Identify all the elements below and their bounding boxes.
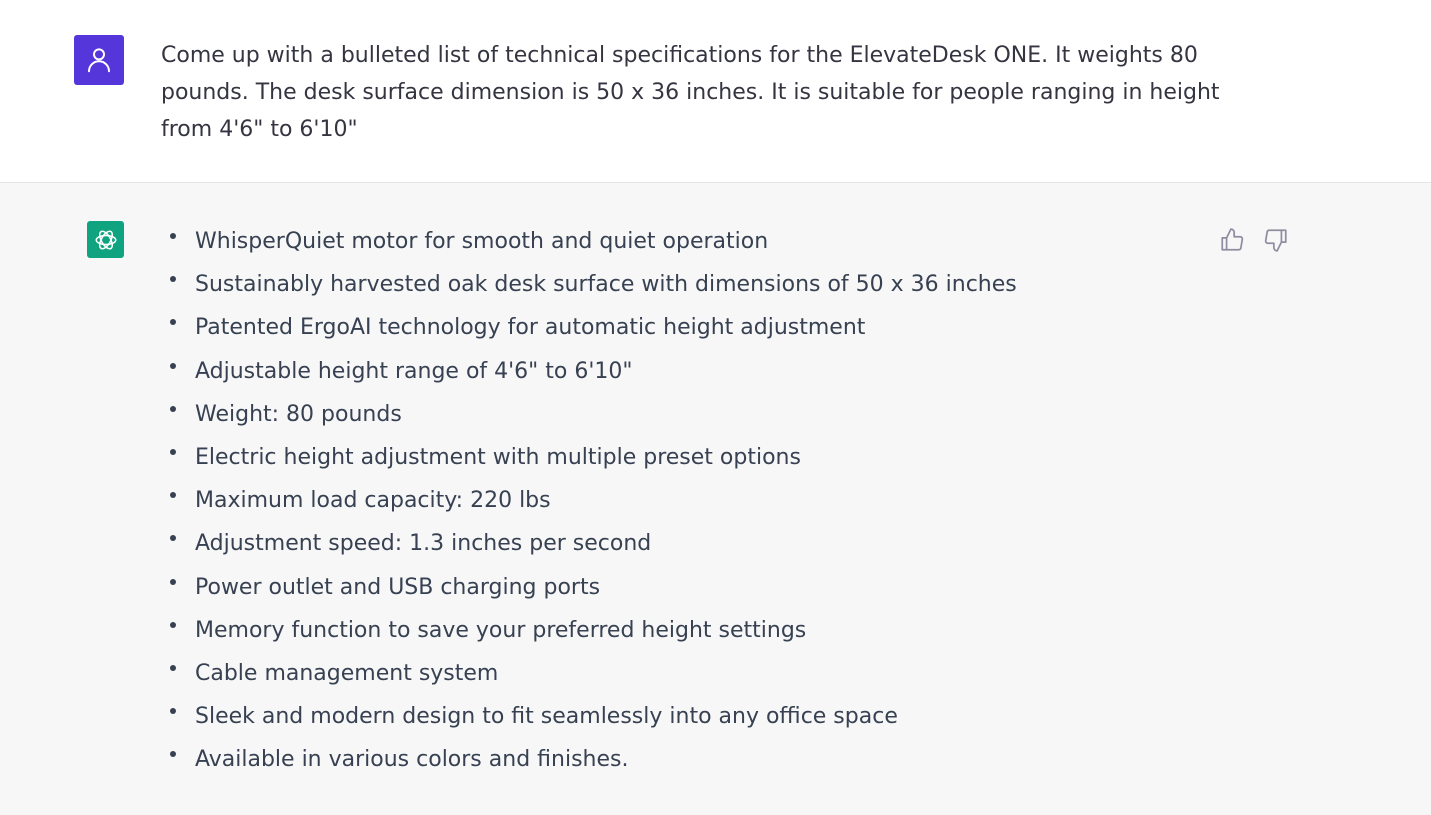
bullet <box>170 492 176 498</box>
user-message-row <box>0 0 1431 183</box>
list-item-text: Memory function to save your preferred height settings <box>195 617 807 643</box>
bullet <box>170 276 176 282</box>
user-avatar <box>74 35 124 85</box>
list-item-text: Adjustable height range of 4'6" to 6'10" <box>195 358 633 384</box>
list-item <box>167 225 1017 268</box>
bullet <box>170 363 176 369</box>
bullet <box>170 665 176 671</box>
bullet <box>170 233 176 239</box>
bullet <box>170 751 176 757</box>
list-item <box>167 743 1017 786</box>
list-item <box>167 657 1017 700</box>
bullet <box>170 449 176 455</box>
list-item <box>167 484 1017 527</box>
list-item-text: Power outlet and USB charging ports <box>195 574 601 600</box>
user-message-text: Come up with a bulleted list of technical specifications for the ElevateDesk ONE. It weights 80 pounds. The desk surface dimension is 50 x 36 inches. It is suitable for people ranging in height from 4'6" to 6'10" <box>161 43 1220 142</box>
assistant-avatar <box>87 221 124 258</box>
user-icon <box>84 45 114 75</box>
assistant-message-row <box>0 183 1431 815</box>
bullet <box>170 708 176 714</box>
list-item-text: WhisperQuiet motor for smooth and quiet operation <box>195 229 769 254</box>
list-item-text: Available in various colors and finishes. <box>195 747 629 773</box>
list-item <box>167 355 1017 398</box>
list-item-text: Maximum load capacity: 220 lbs <box>195 488 551 514</box>
list-item <box>167 311 1017 354</box>
list-item <box>167 441 1017 484</box>
specifications-list <box>167 225 1017 786</box>
list-item <box>167 614 1017 657</box>
thumbs-down-icon <box>1263 227 1289 253</box>
list-item-text: Patented ErgoAI technology for automatic height adjustment <box>195 315 866 341</box>
list-item <box>167 268 1017 311</box>
list-item <box>167 571 1017 614</box>
list-item-text: Adjustment speed: 1.3 inches per second <box>195 531 652 557</box>
openai-logo-icon <box>93 227 119 253</box>
bullet <box>170 579 176 585</box>
list-item <box>167 700 1017 743</box>
list-item-text: Weight: 80 pounds <box>195 401 402 427</box>
list-item-text: Electric height adjustment with multiple preset options <box>195 444 801 470</box>
bullet <box>170 319 176 325</box>
thumbs-up-icon <box>1219 227 1245 253</box>
thumbs-up-button[interactable] <box>1217 225 1247 255</box>
list-item-text: Sleek and modern design to fit seamlessly into any office space <box>195 704 898 730</box>
list-item-text: Sustainably harvested oak desk surface with dimensions of 50 x 36 inches <box>195 272 1017 298</box>
bullet <box>170 406 176 412</box>
list-item <box>167 527 1017 570</box>
list-item <box>167 398 1017 441</box>
bullet <box>170 535 176 541</box>
bullet <box>170 622 176 628</box>
thumbs-down-button[interactable] <box>1261 225 1291 255</box>
list-item-text: Cable management system <box>195 660 499 686</box>
